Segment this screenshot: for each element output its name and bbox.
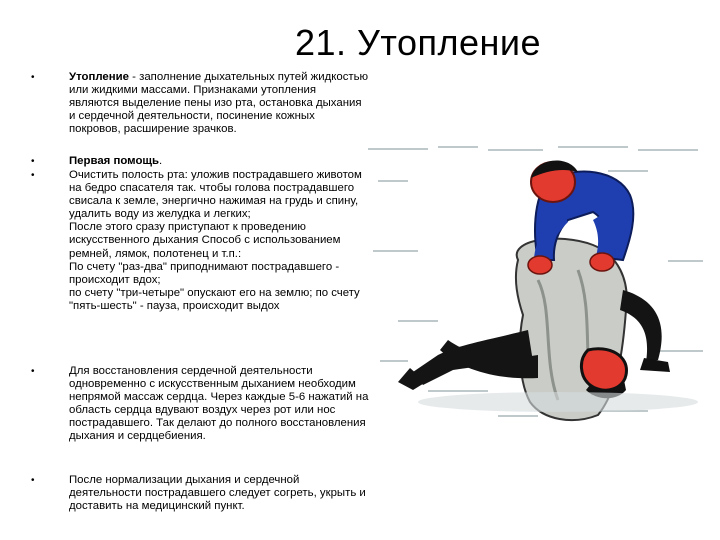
bullet-marker: • xyxy=(31,475,35,486)
procedure-step-inhale: По счету "раз-два" приподнимают пострадавшего - происходит вдох; xyxy=(69,260,340,286)
bullet-item-first-aid xyxy=(69,155,369,168)
rescue-illustration xyxy=(368,140,714,425)
bullet-item-procedure xyxy=(69,169,369,313)
bullet-item-aftercare xyxy=(69,474,369,513)
bullet-text: После нормализации дыхания и сердечной деятельности пострадавшего следует согреть, укрыть и доставить на медицинский пункт. xyxy=(69,474,366,513)
bullet-text: . xyxy=(159,155,163,167)
bullet-marker: • xyxy=(31,156,35,167)
procedure-step-artificial-breath: После этого сразу приступают к проведению искусственного дыхания Способ с использованием xyxy=(69,221,341,247)
rescuer-leg-right xyxy=(620,290,662,362)
bullet-marker: • xyxy=(31,72,35,83)
slide-title: 21. Утопление xyxy=(294,22,542,63)
bullet-marker: • xyxy=(31,366,35,377)
bullet-text: - заполнение дыхательных путей жидкостью или жидкими массами. Признаками утопления являются выделение пены изо рта, остановка дыхания и сердечной деятельности, посинение кожных покровов, расширение зрачков. xyxy=(69,71,369,136)
procedure-step-straps: ремней, лямок, полотенец и т.п.: xyxy=(69,247,242,260)
bullet-bold-term: Первая помощь xyxy=(69,155,160,167)
bullet-item-definition xyxy=(69,71,369,136)
rescuer-hand-right xyxy=(590,253,614,271)
rescuer-shoe xyxy=(640,358,670,372)
bullet-bold-term: Утопление xyxy=(69,71,129,83)
bullet-marker: • xyxy=(31,170,35,181)
victim-head xyxy=(581,349,626,390)
bullet-text: Для восстановления сердечной деятельности одновременно с искусственным дыханием необходим непрямой массаж сердца. Через каждые 5-6 нажатий на область сердца вдувают воздух через рот или нос пострадавшего. Так делают до полного восстановления дыхания и сердцебиения. xyxy=(69,365,369,443)
rescuer-hand-left xyxy=(528,256,552,274)
procedure-step-clear-airway: Очистить полость рта: уложив пострадавшего животом на бедро спасателя так. чтобы голова пострадавшего свисала к земле, энергично нажимая на грудь и спину, удалить воду из желудка и легких; xyxy=(69,169,362,221)
ground-shadow xyxy=(418,392,698,412)
procedure-step-exhale: по счету "три-четыре" опускают его на землю; по счету "пять-шесть" - пауза, происходит выдох xyxy=(69,286,360,312)
bullet-item-heart-massage xyxy=(69,365,369,444)
